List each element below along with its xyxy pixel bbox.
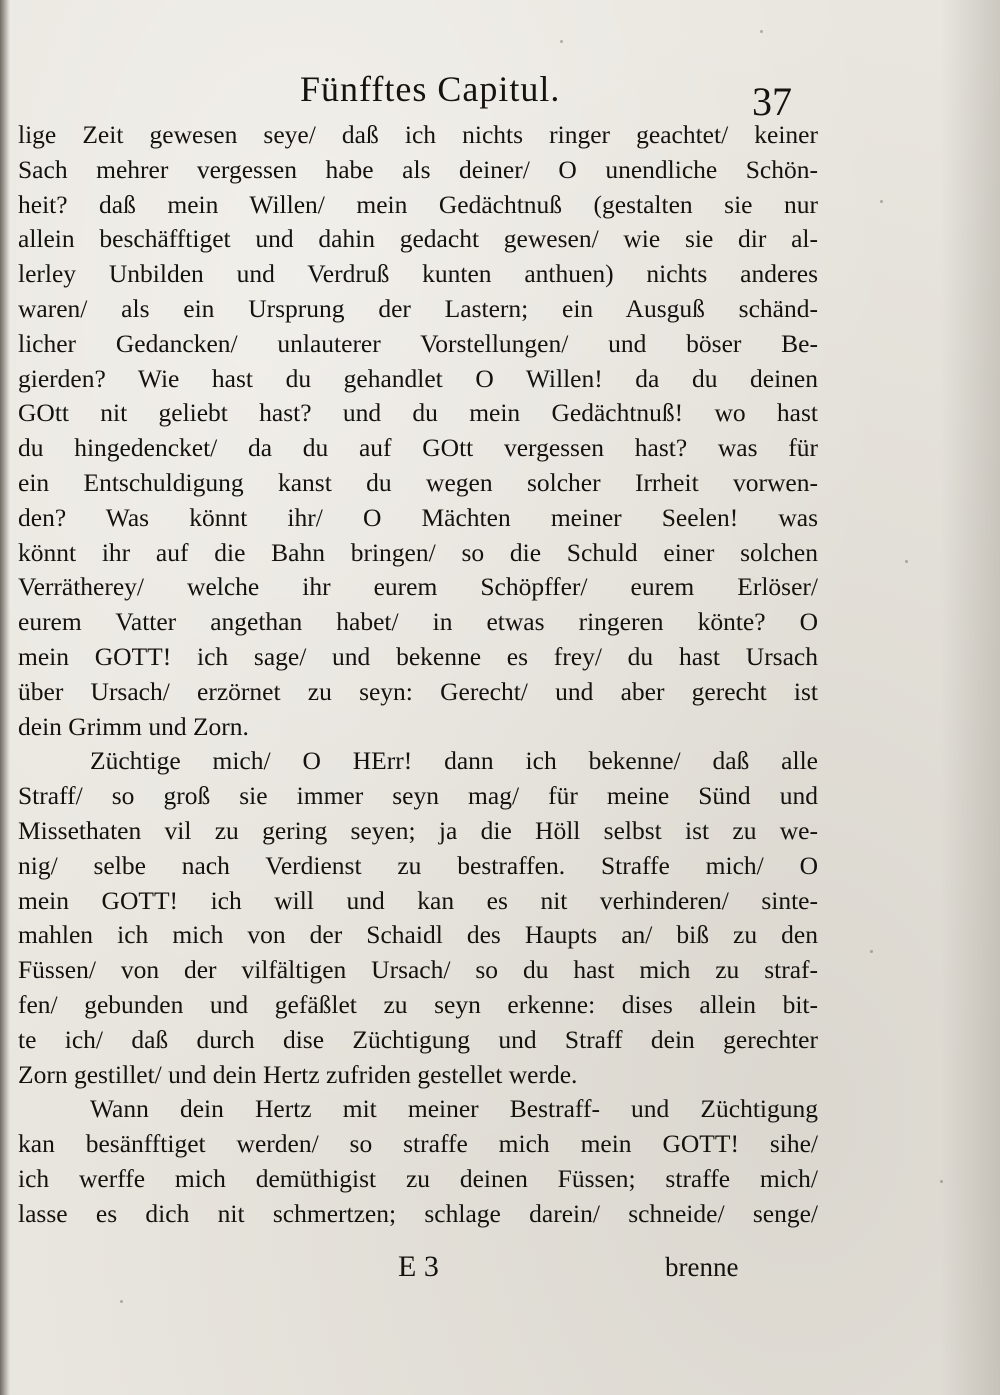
text-line: lerley Unbilden und Verdruß kunten anthuen) nichts anderes [18,259,818,289]
body-text [18,118,818,1232]
text-line: Zorn gestillet/ und dein Hertz zufriden gestellet werde. [18,1059,578,1089]
text-line: den? Was könnt ihr/ O Mächten meiner Seelen! was [18,502,818,532]
text-line: Straff/ so groß sie immer seyn mag/ für meine Sünd und [18,781,818,811]
text-line: allein beschäfftiget und dahin gedacht gewesen/ wie sie dir al- [18,224,818,254]
text-line: kan besänfftiget werden/ so straffe mich mein GOTT! sihe/ [18,1129,818,1159]
text-line: du hingedencket/ da du auf GOtt vergessen hast? was für [18,433,818,463]
text-line: dein Grimm und Zorn. [18,711,249,741]
running-head: Fünfftes Capitul. [300,69,561,109]
text-line: eurem Vatter angethan habet/ in etwas ringeren könte? O [18,607,818,637]
text-line: mahlen ich mich von der Schaidl des Haupts an/ biß zu den [18,920,818,950]
paper-speck [940,1180,943,1183]
text-line: Füssen/ von der vilfältigen Ursach/ so du hast mich zu straf- [18,955,818,985]
paper-speck [905,560,908,563]
paper-speck [560,40,563,43]
text-line: licher Gedancken/ unlauterer Vorstellungen/ und böser Be- [18,328,818,358]
text-line: lige Zeit gewesen seye/ daß ich nichts ringer geachtet/ keiner [18,120,818,149]
text-line: waren/ als ein Ursprung der Lastern; ein Ausguß schänd- [18,293,818,323]
text-line: te ich/ daß durch dise Züchtigung und Straff dein gerechter [18,1024,818,1054]
text-line: heit? daß mein Willen/ mein Gedächtnuß (gestalten sie nur [18,189,818,219]
text-line: über Ursach/ erzörnet zu seyn: Gerecht/ und aber gerecht ist [18,676,818,706]
signature-mark: E 3 [398,1250,439,1283]
text-line: mein GOTT! ich will und kan es nit verhinderen/ sinte- [18,885,818,915]
text-line: lasse es dich nit schmertzen; schlage darein/ schneide/ senge/ [18,1198,818,1228]
text-line: gierden? Wie hast du gehandlet O Willen! da du deinen [18,363,818,393]
text-line: ich werffe mich demüthigist zu deinen Füssen; straffe mich/ [18,1163,818,1193]
page-edge-shadow [940,0,1000,1395]
text-line: Sach mehrer vergessen habe als deiner/ O unendliche Schön- [18,154,818,184]
binding-edge-shadow [0,0,10,1395]
catchword: brenne [665,1252,739,1282]
text-line: nig/ selbe nach Verdienst zu bestraffen. Straffe mich/ O [18,850,818,880]
text-line: fen/ gebunden und gefäßlet zu seyn erkenne: dises allein bit- [18,989,818,1019]
text-line: Verrätherey/ welche ihr eurem Schöpffer/ eurem Erlöser/ [18,572,818,602]
text-line: könnt ihr auf die Bahn bringen/ so die Schuld einer solchen [18,537,818,567]
text-line: ein Entschuldigung kanst du wegen solcher Irrheit vorwen- [18,467,818,497]
paper-speck [760,30,763,33]
paper-speck [870,950,873,953]
paper-speck [880,200,883,203]
text-line: mein GOTT! ich sage/ und bekenne es frey/ du hast Ursach [18,641,818,671]
page-number: 37 [752,79,792,124]
text-line: Missethaten vil zu gering seyen; ja die Höll selbst ist zu we- [18,815,818,845]
text-line: Wann dein Hertz mit meiner Bestraff- und Züchtigung [90,1094,818,1124]
text-line: GOtt nit geliebt hast? und du mein Gedächtnuß! wo hast [18,398,818,428]
paper-speck [120,1300,123,1303]
text-line: Züchtige mich/ O HErr! dann ich bekenne/ daß alle [90,746,818,776]
